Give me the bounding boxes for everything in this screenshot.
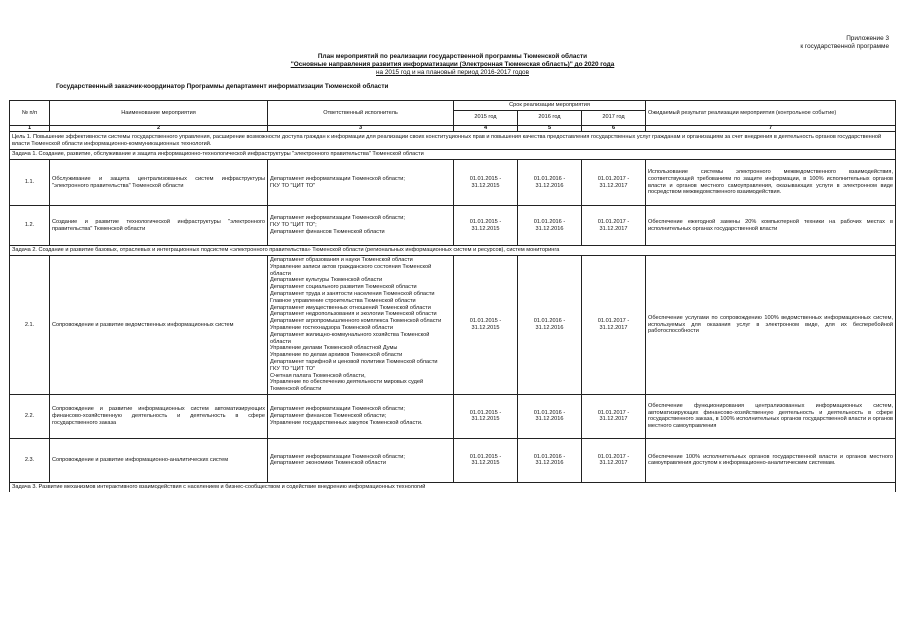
task-row (10, 246, 896, 256)
row-name: Сопровождение и развитие информационных систем автоматизирующих финансово-хозяйственную деятельность и деятельность в сфере государственного заказа (50, 394, 268, 438)
row-2017: 01.01.2017 - 31.12.2017 (582, 394, 646, 438)
col-number: 4 (454, 125, 518, 131)
row-2017: 01.01.2017 - 31.12.2017 (582, 160, 646, 206)
task-1-text: Задача 1. Создание, развитие, обслуживание и защита информационно-технологической инфраструктуры "электронного правительства" Тюменской области (10, 150, 896, 160)
row-2016: 01.01.2016 - 31.12.2016 (518, 255, 582, 394)
col-number: 6 (582, 125, 646, 131)
row-name: Сопровождение и развитие ведомственных информационных систем (50, 255, 268, 394)
task-2-text: Задача 2. Создание и развитие базовых, отраслевых и интеграционных подсистем «электронного правительства» Тюменской области (региональных информационных систем и ресурсов), систем мониторинга (10, 246, 896, 256)
executor-line: Департамент социального развития Тюменской области (270, 284, 417, 291)
col-header-2015: 2015 год (454, 110, 518, 125)
task-row (10, 482, 896, 491)
row-2016: 01.01.2016 - 31.12.2016 (518, 394, 582, 438)
col-number: 1 (10, 125, 50, 131)
plan-table (9, 100, 896, 492)
row-executor (268, 438, 454, 482)
table-row (10, 255, 896, 394)
title-line-1: План мероприятий по реализации государственной программы Тюменской области (317, 53, 588, 60)
row-num: 1.1. (10, 160, 50, 206)
col-header-num: № п/п (10, 101, 50, 126)
appendix-note (800, 35, 889, 51)
row-2016: 01.01.2016 - 31.12.2016 (518, 206, 582, 246)
executor-line: ГКУ ТО "ЦИТ ТО" (270, 365, 316, 372)
executor-line: Управление по делам архивов Тюменской области (270, 352, 403, 359)
col-number: 2 (50, 125, 268, 131)
title-line-3: на 2015 год и на плановый период 2016-2017 годов (376, 69, 529, 76)
executor-line: ГКУ ТО "ЦИТ ТО"; (270, 222, 317, 229)
executor-line: Департамент информатизации Тюменской области; (270, 453, 405, 460)
table-row (10, 394, 896, 438)
col-header-executor: Ответственный исполнитель (268, 101, 454, 126)
executor-line: Управление делами Тюменской областной Думы (270, 345, 398, 352)
executor-line: Департамент недропользования и экологии Тюменской области (270, 311, 437, 318)
executor-line: Департамент информатизации Тюменской области; (270, 175, 405, 182)
row-executor (268, 206, 454, 246)
row-executor (268, 160, 454, 206)
executor-line: Департамент имущественных отношений Тюменской области (270, 304, 431, 311)
row-2015: 01.01.2015 - 31.12.2015 (454, 160, 518, 206)
task-3-text: Задача 3. Развитие механизмов интерактивного взаимодействия с населением и бизнес-сообществом и содействие внедрению информационных технологий (10, 482, 896, 491)
executor-line: Департамент информатизации Тюменской области; (270, 215, 405, 222)
row-2017: 01.01.2017 - 31.12.2017 (582, 206, 646, 246)
col-header-period: Срок реализации мероприятия (454, 101, 646, 111)
row-2015: 01.01.2015 - 31.12.2015 (454, 255, 518, 394)
table-row (10, 206, 896, 246)
title-line-2: "Основные направления развития информатизации (Электронная Тюменская область)" до 2020 года (290, 61, 615, 68)
goal-text: Цель 1. Повышение эффективности системы государственного управления, расширение возможности доступа граждан к информации для реализации своих конституционных прав и повышения качества предоставления государственных услуг гражданам и организациям за счет внедрения в деятельность органов государственной власти Тюменской области информационно-коммуникационных технологий. (10, 131, 896, 150)
row-result: Использование системы электронного межведомственного взаимодействия, соответствующей требованиям по защите информации, в 100% исполнительных органов власти и органов местного самоуправления, оказывающих услуги в электронном виде посредством межведомственного взаимодействия. (646, 160, 896, 206)
executor-line: ГКУ ТО "ЦИТ ТО" (270, 182, 316, 189)
row-2017: 01.01.2017 - 31.12.2017 (582, 438, 646, 482)
row-2017: 01.01.2017 - 31.12.2017 (582, 255, 646, 394)
row-2015: 01.01.2015 - 31.12.2015 (454, 438, 518, 482)
row-2016: 01.01.2016 - 31.12.2016 (518, 160, 582, 206)
executor-line: Департамент труда и занятости населения Тюменской области (270, 290, 435, 297)
executor-line: Департамент агропромышленного комплекса Тюменской области (270, 318, 442, 325)
row-name: Обслуживание и защита централизованных систем инфраструктуры "электронного правительства" Тюменской области (50, 160, 268, 206)
col-header-name: Наименование мероприятия (50, 101, 268, 126)
executor-line: Департамент культуры Тюменской области (270, 277, 383, 284)
executor-line: Департамент образования и науки Тюменской области (270, 256, 413, 263)
row-name: Создание и развитие технологической инфраструктуры "электронного правительства" Тюменской области (50, 206, 268, 246)
executor-line: Департамент жилищно-коммунального хозяйства Тюменской области (270, 331, 430, 345)
executor-line: Управление государственных закупок Тюменской области. (270, 419, 423, 426)
row-result: Обеспечение ежегодной замены 20% компьютерной техники на рабочих местах в исполнительных органах государственной власти (646, 206, 896, 246)
row-num: 2.3. (10, 438, 50, 482)
row-executor (268, 394, 454, 438)
row-2016: 01.01.2016 - 31.12.2016 (518, 438, 582, 482)
table-row (10, 438, 896, 482)
goal-row (10, 131, 896, 150)
row-2015: 01.01.2015 - 31.12.2015 (454, 394, 518, 438)
col-header-2016: 2016 год (518, 110, 582, 125)
executor-line: Департамент экономики Тюменской области (270, 460, 386, 467)
appendix-line-2: к государственной программе (800, 43, 889, 50)
executor-line: Управление записи актов гражданского состояния Тюменской области (270, 263, 432, 277)
row-num: 2.2. (10, 394, 50, 438)
header-row (10, 101, 896, 111)
executor-line: Управление гостехнадзора Тюменской области (270, 324, 393, 331)
row-name: Сопровождение и развитие информационно-аналитических систем (50, 438, 268, 482)
col-number: 5 (518, 125, 582, 131)
executor-line: Счетная палата Тюменской области, (270, 372, 366, 379)
executor-line: Управление по обеспечению деятельности мировых судей Тюменской области (270, 379, 424, 393)
row-result: Обеспечение функционирования централизованных информационных систем, автоматизирующих финансово-хозяйственную деятельность и деятельность в сфере государственного заказа, в 100% исполнительных органов государственной власти и органов местного самоуправления (646, 394, 896, 438)
executor-line: Департамент информатизации Тюменской области; (270, 406, 405, 413)
col-number: 3 (268, 125, 454, 131)
row-2015: 01.01.2015 - 31.12.2015 (454, 206, 518, 246)
appendix-line-1: Приложение 3 (846, 35, 889, 42)
document-title (0, 53, 905, 77)
executor-line: Департамент финансов Тюменской области (270, 229, 385, 236)
task-row (10, 150, 896, 160)
executor-line: Департамент финансов Тюменской области; (270, 413, 387, 420)
executor-line: Главное управление строительства Тюменской области (270, 297, 416, 304)
row-result: Обеспечение услугами по сопровождению 100% ведомственных информационных систем, используемых для оказания услуг в электронном виде, для их бесперебойной работоспособности (646, 255, 896, 394)
customer-line: Государственный заказчик-координатор Программы департамент информатизации Тюменской области (56, 83, 389, 90)
row-num: 2.1. (10, 255, 50, 394)
col-header-2017: 2017 год (582, 110, 646, 125)
col-header-result: Ожидаемый результат реализации мероприятия (контрольное событие) (646, 101, 896, 126)
row-num: 1.2. (10, 206, 50, 246)
col-number: 7 (646, 125, 896, 131)
row-executor (268, 255, 454, 394)
table-row (10, 160, 896, 206)
executor-line: Департамент тарифной и ценовой политики Тюменской области (270, 358, 438, 365)
row-result: Обеспечение 100% исполнительных органов государственной власти и органов местного самоуправления доступом к информационно-аналитическим системам. (646, 438, 896, 482)
